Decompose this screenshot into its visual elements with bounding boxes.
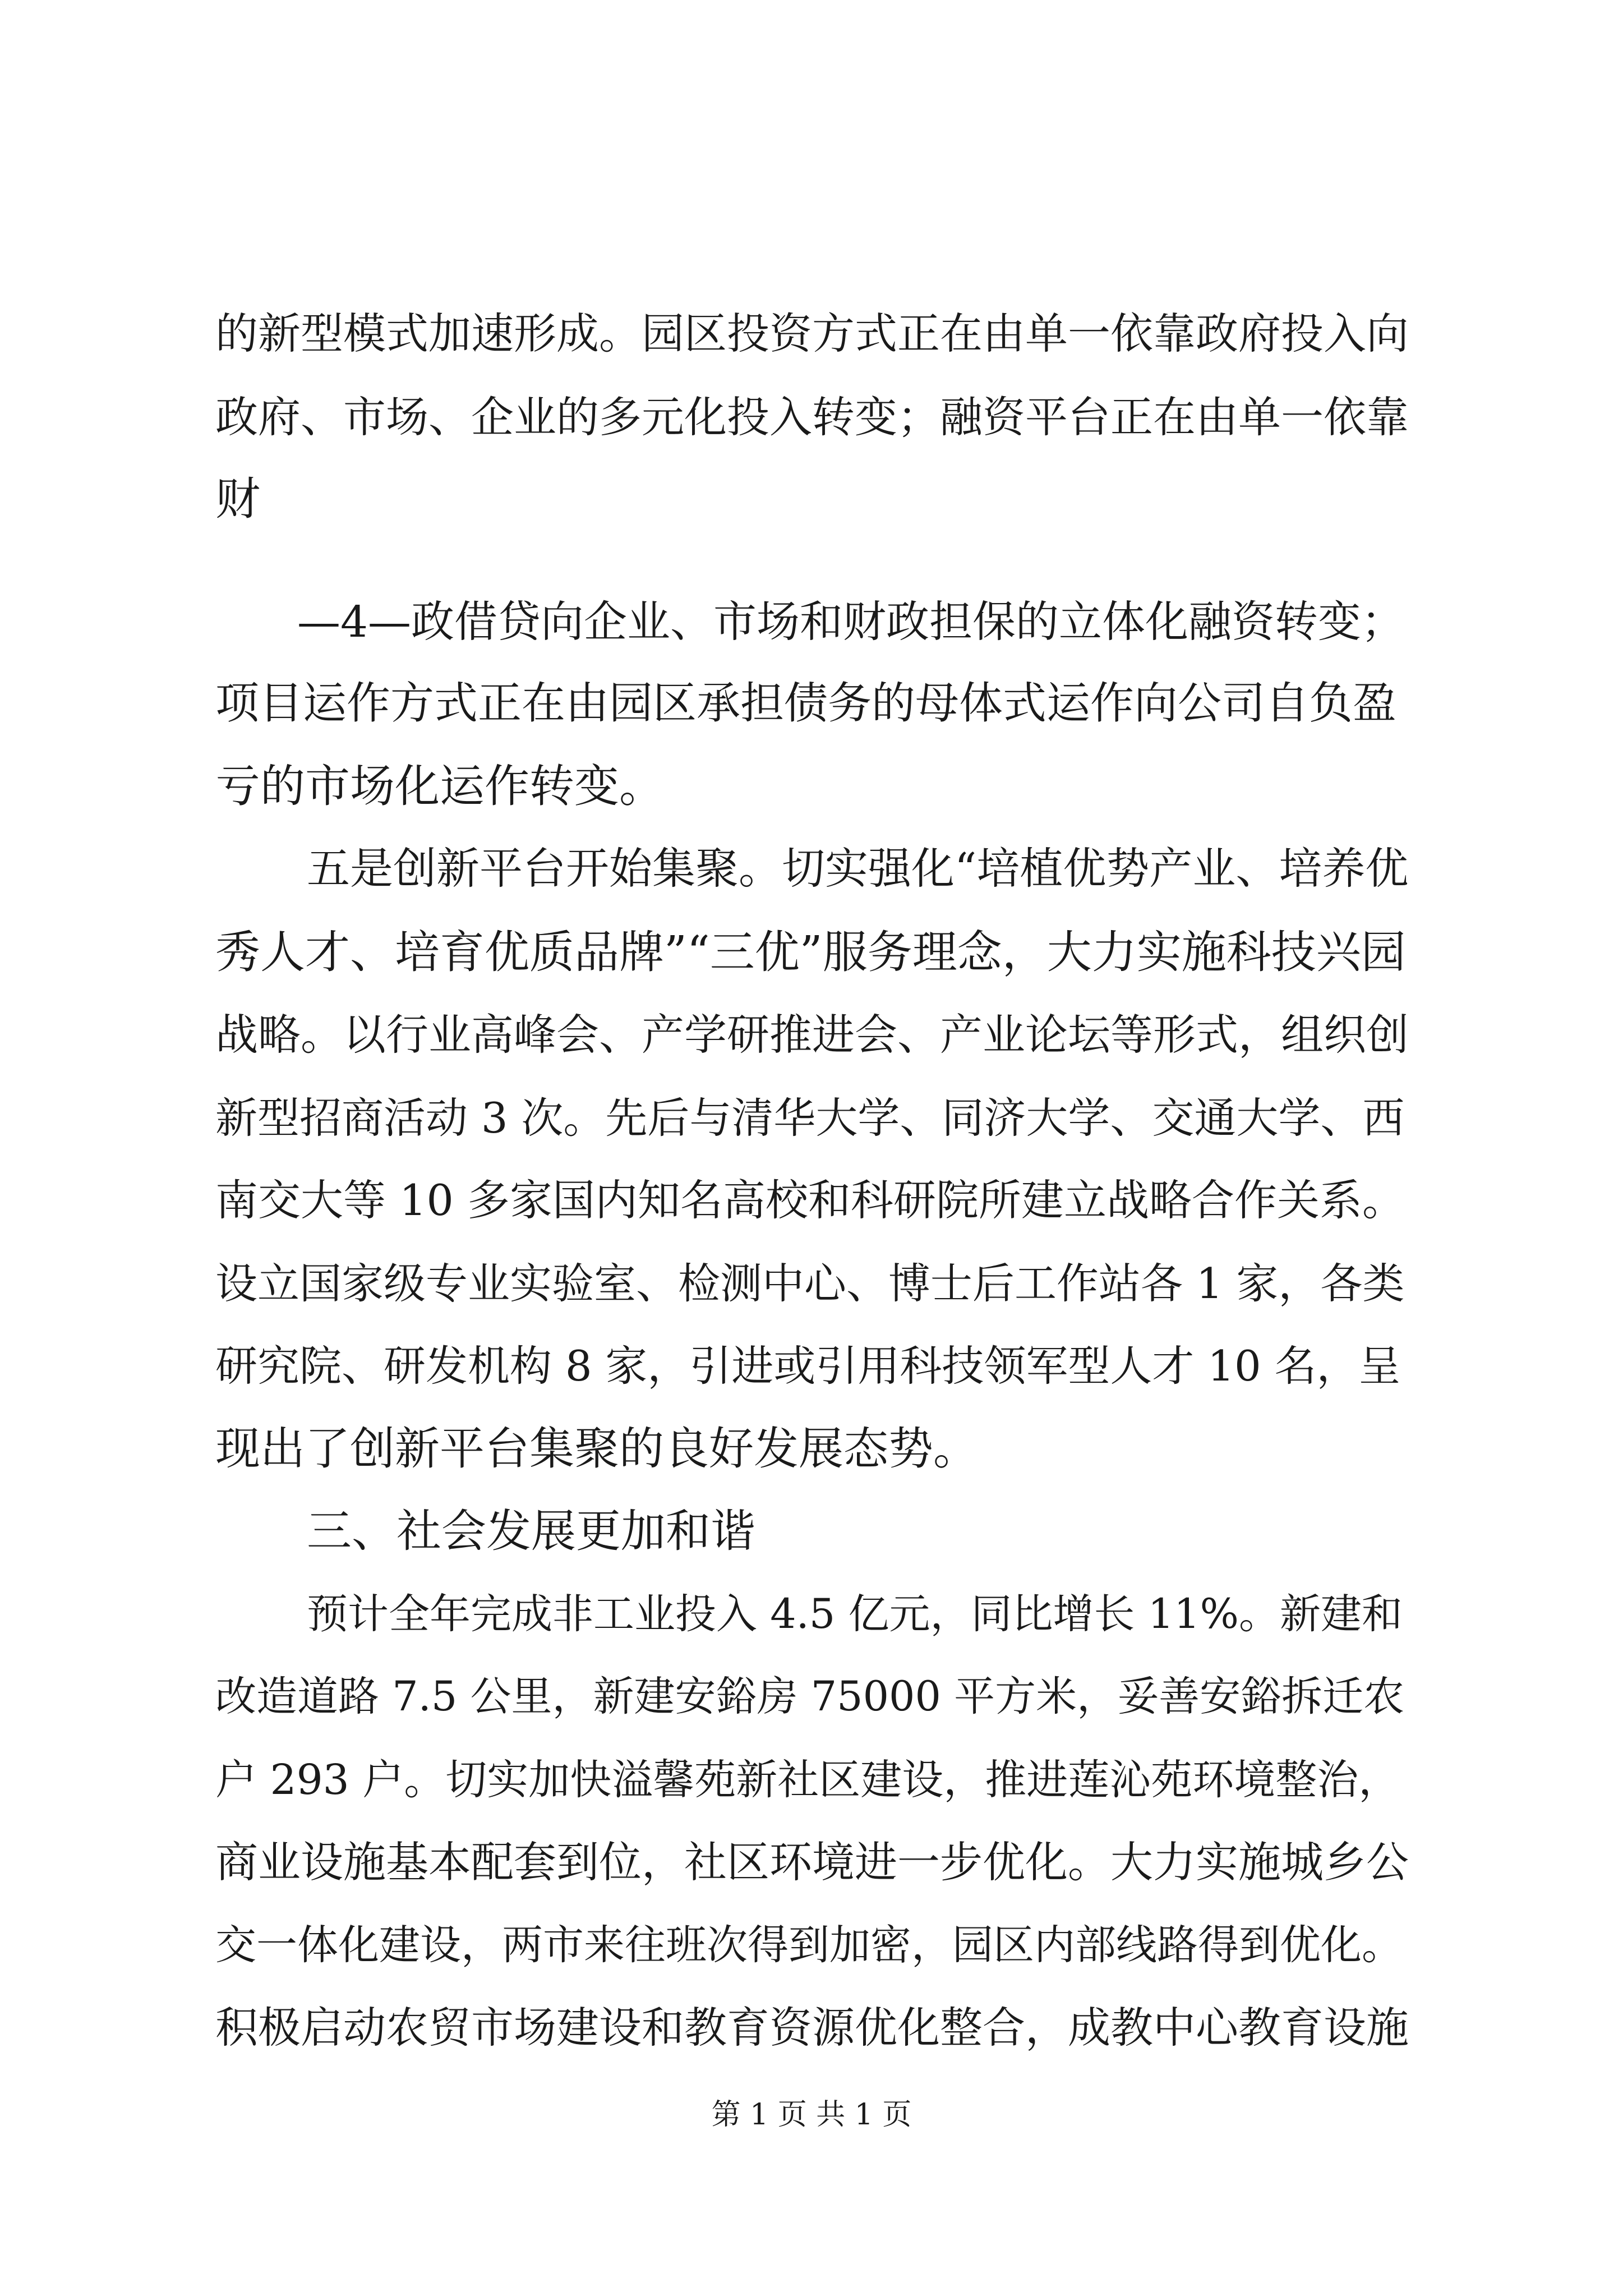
text-line-19: 商业设施基本配套到位，社区环境进一步优化。大力实施城乡公 [215, 1837, 1409, 1887]
text-line-10: 新型招商活动 3 次。先后与清华大学、同济大学、交通大学、西 [215, 1093, 1405, 1143]
text-line-20: 交一体化建设，两市来往班次得到加密，园区内部线路得到优化。 [215, 1921, 1403, 1969]
text-line-1: 的新型模式加速形成。园区投资方式正在由单一依靠政府投入向 [215, 309, 1409, 358]
text-line-16: 预计全年完成非工业投入 4.5 亿元，同比增长 11%。新建和 [307, 1590, 1403, 1638]
text-line-9: 战略。以行业高峰会、产学研推进会、产业论坛等形式，组织创 [215, 1010, 1409, 1060]
text-line-8: 秀人才、培育优质品牌”“三优”服务理念，大力实施科技兴园 [215, 926, 1406, 978]
text-line-6: 亏的市场化运作转变。 [215, 760, 664, 812]
text-line-11: 南交大等 10 多家国内知名高校和科研院所建立战略合作关系。 [215, 1175, 1405, 1225]
text-line-5: 项目运作方式正在由园区承担债务的母体式运作向公司自负盈 [215, 678, 1397, 729]
text-line-17: 改造道路 7.5 公里，新建安鋊房 75000 平方米，妥善安鋊拆迁农 [215, 1673, 1405, 1720]
text-line-4: —4—政借贷向企业、市场和财政担保的立体化融资转变； [297, 597, 1404, 647]
text-line-18: 户 293 户。切实加快溢馨苑新社区建设，推进莲沁苑环境整治， [215, 1756, 1400, 1804]
text-line-2: 政府、市场、企业的多元化投入转变；融资平台正在由单一依靠 [215, 392, 1409, 442]
text-line-13: 研究院、研发机构 8 家，引进或引用科技领军型人才 10 名，呈 [215, 1341, 1401, 1391]
section-heading: 三、社会发展更加和谐 [307, 1505, 755, 1557]
text-line-21: 积极启动农贸市场建设和教育资源优化整合，成教中心教育设施 [215, 2003, 1409, 2053]
text-line-7: 五是创新平台开始集聚。切实强化“培植优势产业、培养优 [307, 844, 1409, 894]
text-line-12: 设立国家级专业实验室、检测中心、博士后工作站各 1 家，各类 [215, 1259, 1405, 1308]
page-footer: 第 1 页 共 1 页 [711, 2098, 912, 2132]
text-line-3: 财 [215, 473, 260, 525]
text-line-14: 现出了创新平台集聚的良好发展态势。 [215, 1423, 978, 1475]
